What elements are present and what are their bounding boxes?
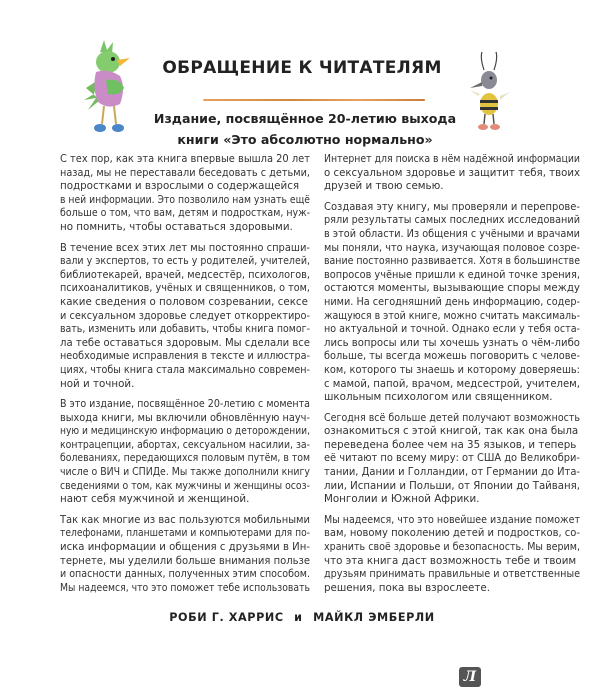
text-line [60,310,310,324]
text-line [60,527,310,541]
text-line-content: вали у экспертов, то есть у родителей, учителей, [60,255,310,268]
text-line [324,480,580,494]
text-line [60,480,310,494]
text-line-content: хранить своё здоровье и безопасность. Мы верим, [324,541,580,554]
text-line-content: её читают по всему миру: от США до Великобри- [324,452,580,465]
text-line-content: циях, чтобы книга стала максимально современ- [60,363,310,376]
text-line-content: подростками и взрослыми о содержащейся [60,180,300,193]
text-line [60,242,310,256]
text-line [60,323,310,337]
text-line [60,582,310,596]
text-line-content: телефонами, планшетами и компьютерами для по- [60,527,310,540]
text-line [324,228,580,242]
text-line-content: но помнить, чтобы оставаться здоровыми. [60,220,293,233]
text-line-content: больше о том, что вам, детям и подросткам, нуж- [60,207,310,220]
text-line-content: жащуюся в этой книге, можно считать максималь- [324,309,581,322]
text-line [60,364,310,378]
text-line [60,153,310,167]
text-line [324,364,580,378]
text-line [324,167,580,181]
text-line [324,391,580,405]
text-line [324,452,580,466]
text-line-content: вать, изменить или добавить, чтобы книга помог- [60,323,310,336]
text-line-content: ряли результаты самых последних исследований [324,214,581,227]
text-line-content: о сексуальном здоровье и защитит тебя, твоих [324,166,580,179]
text-line-content: в этой области. Из общения с учёными и врачами [324,227,580,240]
text-line [60,555,310,569]
text-line-content: Интернет для поиска в нём надёжной информации [324,153,581,165]
text-line [60,282,310,296]
text-line-content: психоаналитиков, учёных и священников, о том, [60,282,310,295]
text-line [324,493,580,507]
paragraph [60,398,310,507]
watermark-logo-icon: Л [459,667,481,687]
paragraph [60,153,310,235]
text-line [60,412,310,426]
text-line [60,194,310,208]
text-line-content: тернете, мы уделили больше внимания пользе [60,554,310,567]
page-title: ОБРАЩЕНИЕ К ЧИТАТЕЛЯМ [162,58,442,78]
text-line [60,221,310,235]
text-line [324,180,580,194]
text-line [324,466,580,480]
paragraph [324,201,580,405]
text-line-content: тании, Дании и Голландии, от Германии до Ита- [324,466,581,479]
text-line [60,207,310,221]
text-line [60,167,310,181]
text-line [324,582,580,596]
text-line-content: ознакомиться с этой книгой, так как она была [324,425,579,438]
text-line-content: какие сведения о половом созревании, сексе [60,295,308,308]
author-name: МАЙКЛ ЭМБЕРЛИ [313,611,435,624]
subtitle-line: книги «Это абсолютно нормально» [177,132,433,147]
text-line [324,412,580,426]
text-line [324,242,580,256]
text-line-content: мы поняли, что наука, изучающая половое созре- [324,241,580,254]
text-line-content: остаются моменты, вызывающие споры между [324,282,580,295]
text-line-content: друзей и твою семью. [324,180,444,193]
text-line-content: ную и медицинскую информацию о деторождении, [60,425,310,438]
text-line-content: что эта книга даст возможность тебе и твоим [324,554,577,567]
text-line [60,350,310,364]
text-line [324,527,580,541]
text-line-content: Монголии и Южной Африки. [324,493,480,506]
text-line-content: лись вопросы или ты хочешь узнать о чём-либо [324,336,580,349]
text-line-content: больше, ты всегда можешь поговорить с челове- [324,350,581,363]
text-line [324,439,580,453]
text-line-content: ной и точной. [60,377,135,390]
text-line [324,310,580,324]
text-line-content: выхода книги, мы включили обновлённую науч- [60,411,311,424]
green-bird-illustration [80,38,142,138]
text-line [324,323,580,337]
text-line [324,255,580,269]
text-line-content: с мамой, папой, врачом, медсестрой, учителем, [324,377,581,390]
text-line [60,255,310,269]
text-line-content: и сексуальном здоровье следует откорректиро- [60,309,311,322]
text-line-content: вам, новому поколению детей и подростков, со- [324,527,581,540]
text-line [324,337,580,351]
paragraph [60,242,310,392]
text-line [60,425,310,439]
paragraph [60,514,310,596]
text-line-content: переведена более чем на 35 языков, и теперь [324,438,577,451]
text-line-content: ними. На сегодняшний день информацию, содер- [324,295,580,308]
text-line-content: необходимые исправления в тексте и иллюстра- [60,350,310,363]
text-line [60,466,310,480]
page-subtitle [140,108,470,150]
text-line-content: ком, которого ты знаешь и которому доверяешь: [324,363,580,376]
text-line-content: решения, пока вы взрослеете. [324,581,490,594]
text-line-content: нают себя мужчиной и женщиной. [60,493,250,506]
text-line [60,568,310,582]
text-line-content: болеваниях, передающихся половым путём, в том [60,452,311,465]
text-line-content: В течение всех этих лет мы постоянно спраши- [60,241,310,254]
text-line [60,269,310,283]
text-line [60,514,310,528]
text-line-content: вопросов учёные пришли к единой точке зрения, [324,268,580,281]
text-line [60,378,310,392]
text-line-content: Так как многие из вас пользуются мобильными [60,513,310,526]
left-column [60,153,310,602]
text-line [324,514,580,528]
text-line [324,378,580,392]
authors-conjunction: и [294,611,303,624]
text-line-content: иска информации и общения с друзьями в Ин- [60,541,310,554]
text-line [324,350,580,364]
authors-signature [0,611,604,624]
text-line [60,439,310,453]
text-line [324,541,580,555]
text-line [324,555,580,569]
text-line-content: и опасности данных, полученных этим способом. [60,568,311,581]
text-line-content: библиотекарей, врачей, медсестёр, психологов, [60,268,311,281]
text-line-content: Создавая эту книгу, мы проверяли и перепрове- [324,200,581,213]
text-line [60,296,310,310]
text-line-content: школьным психологом или священником. [324,391,553,404]
text-line-content: числе о ВИЧ и СПИДе. Мы также дополнили книгу [60,466,310,479]
text-line-content: вание постоянно развивается. Хотя в большинстве [324,255,580,268]
paragraph [324,412,580,507]
text-line [60,541,310,555]
text-line-content: Сегодня всё больше детей получают возможность [324,411,581,424]
text-line [60,337,310,351]
subtitle-line: Издание, посвящённое 20-летию выхода [153,111,457,126]
text-line-content: сведениями о том, как мужчины и женщины осоз- [60,479,311,492]
text-line [324,269,580,283]
paragraph [324,153,580,194]
text-line [60,180,310,194]
author-name: РОБИ Г. ХАРРИС [169,611,284,624]
text-line [324,214,580,228]
text-line-content: В это издание, посвящённое 20-летию с момента [60,398,310,411]
text-line-content: Мы надеемся, что это поможет тебе использовать [60,581,311,594]
text-line-content: лии, Испании и Польши, от Японии до Тайваня, [324,479,580,492]
text-line [60,398,310,412]
text-line-content: Мы надеемся, что это новейшее издание поможет [324,513,581,526]
right-column [324,153,580,602]
text-line-content: но актуальной и точной. Однако если у тебя оста- [324,323,581,336]
title-underline [203,99,425,101]
text-line [324,153,580,167]
paragraph [324,514,580,596]
text-line-content: назад, мы не переставали беседовать с детьми, [60,166,311,179]
text-line [324,282,580,296]
text-line [60,493,310,507]
text-line-content: друзьям принимать правильные и ответственные [324,568,581,581]
text-line [324,296,580,310]
text-line [324,425,580,439]
text-line-content: ла тебе оставаться здоровым. Мы сделали все [60,336,311,349]
text-line-content: в ней информации. Это позволило нам узнать ещё [60,193,310,206]
text-line [324,201,580,215]
text-line [324,568,580,582]
text-line-content: С тех пор, как эта книга впервые вышла 20 лет [60,153,310,165]
text-line [60,452,310,466]
text-line-content: контрацепции, абортах, сексуальном насилии, за- [60,438,311,451]
